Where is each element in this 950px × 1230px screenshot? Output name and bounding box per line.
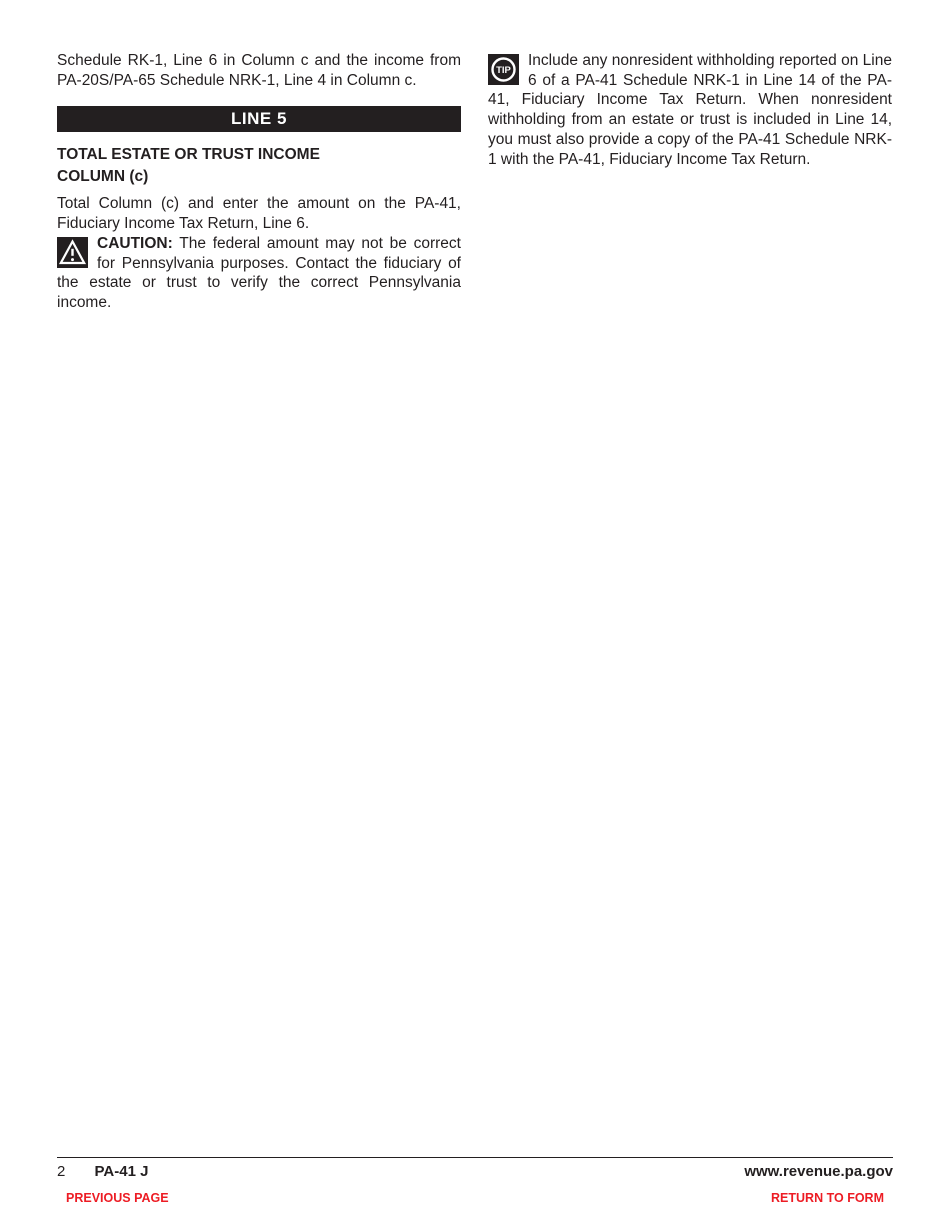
footer-info-row xyxy=(57,1158,893,1180)
tip-paragraph xyxy=(488,51,892,169)
return-to-form-link[interactable]: RETURN TO FORM xyxy=(771,1191,884,1205)
page-number: 2 xyxy=(57,1163,66,1180)
heading-block xyxy=(57,144,461,187)
tip-circle-icon xyxy=(488,54,519,85)
footer-left-group xyxy=(57,1163,148,1180)
right-column xyxy=(488,51,892,313)
previous-page-link[interactable]: PREVIOUS PAGE xyxy=(66,1191,169,1205)
page-footer xyxy=(57,1157,893,1205)
tip-icon-label: TIP xyxy=(496,65,511,76)
left-column xyxy=(57,51,461,313)
heading-total-estate-or-trust-income: TOTAL ESTATE OR TRUST INCOME xyxy=(57,146,320,164)
footer-nav-row xyxy=(57,1191,893,1205)
caution-text: The federal amount may not be correct for Pennsylvania purposes. Contact the fiduciary of the estate or trust to verify the correct Pennsylvania income. xyxy=(57,234,461,311)
heading-column-c: COLUMN (c) xyxy=(57,167,149,185)
two-column-layout xyxy=(0,0,950,313)
section-header-line-5: LINE 5 xyxy=(57,106,461,132)
intro-paragraph: Schedule RK-1, Line 6 in Column c and the income from PA-20S/PA-65 Schedule NRK-1, Line 4 in Column c. xyxy=(57,52,461,89)
form-id: PA-41 J xyxy=(94,1163,149,1180)
warning-triangle-icon xyxy=(57,237,88,268)
caution-label: CAUTION: xyxy=(97,234,173,252)
tip-text: Include any nonresident withholding reported on Line 6 of a PA-41 Schedule NRK-1 in Line 14 of the PA-41, Fiduciary Income Tax Return. When nonresident withholding from an estate or trust is included in Line 14, you must also provide a copy of the PA-41 Schedule NRK-1 with the PA-41, Fiduciary Income Tax Return. xyxy=(488,52,892,168)
body-paragraph: Total Column (c) and enter the amount on the PA-41, Fiduciary Income Tax Return, Line 6. xyxy=(57,195,461,233)
website-link[interactable]: www.revenue.pa.gov xyxy=(744,1163,893,1180)
caution-paragraph xyxy=(57,234,461,313)
